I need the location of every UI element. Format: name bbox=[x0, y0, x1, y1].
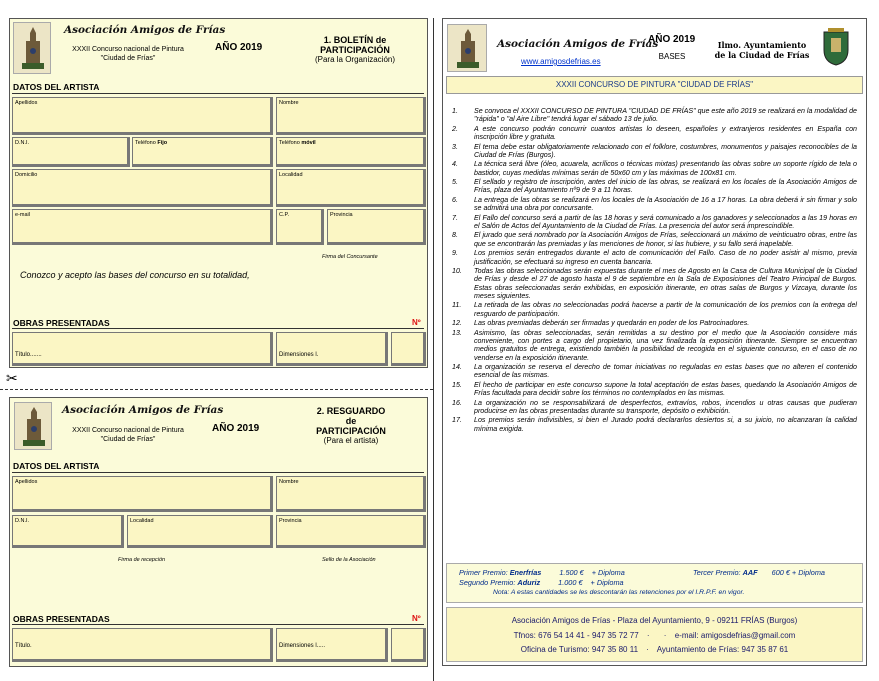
section-artist-data: DATOS DEL ARTISTA bbox=[13, 82, 100, 92]
bases-item-number: 2. bbox=[452, 124, 458, 133]
association-logo-2 bbox=[14, 402, 52, 450]
contest-name: "Ciudad de Frías" bbox=[100, 55, 156, 62]
number-label-2: Nº bbox=[412, 614, 421, 623]
firma-concursante-label: Firma del Concursante bbox=[322, 254, 378, 260]
titulo-label: Título....... bbox=[15, 352, 42, 358]
bases-item-text: La organización se reserva el derecho de tomar iniciativas no reguladas en estas bases que no alteren el contenido esencial de las mismas. bbox=[474, 363, 857, 380]
castle-crest-icon bbox=[15, 403, 52, 450]
bases-item-number: 7. bbox=[452, 213, 458, 222]
second-prize bbox=[459, 578, 624, 587]
footer-turismo: Oficina de Turismo: 947 35 80 11 bbox=[520, 645, 639, 654]
bases-item bbox=[452, 329, 857, 362]
bases-item-text: La retirada de las obras no seleccionadas podrá hacerse a partir de la comunicación de los premios con la entrega del resguardo de participación. bbox=[474, 301, 857, 318]
association-name-2: Asociación Amigos de Frías bbox=[62, 404, 224, 416]
bases-item bbox=[452, 178, 857, 195]
cp-field[interactable] bbox=[276, 209, 324, 245]
section-underline-2 bbox=[12, 472, 424, 473]
bases-item bbox=[452, 381, 857, 398]
provincia-label-2: Provincia bbox=[279, 518, 302, 524]
apellidos-field[interactable] bbox=[12, 97, 273, 135]
bases-item-text: El tema debe estar obligatoriamente relacionado con el folklore, costumbres, monumentos y paisajes reconocibles de la Ciudad de Frías (Burgos). bbox=[474, 142, 857, 159]
bases-item-text: Asimismo, las obras seleccionadas, serán remitidas a su destino por el medio que la Asociación considere más conveniente, con portes a cargo del propietario, una vez finalizada la exposición itinerante. Siempre se encuentran medios gratuitos de entrega, existiendo también la posibilidad de recogida en el siguiente concurso, en el caso de no venderse en la exposición itinerante. bbox=[474, 328, 857, 362]
boletin-title-line2: PARTICIPACIÓN bbox=[320, 45, 390, 55]
titulo-field[interactable] bbox=[12, 332, 273, 366]
bases-item-number: 3. bbox=[452, 142, 458, 151]
association-name: Asociación Amigos de Frías bbox=[64, 24, 226, 36]
dimensiones-label: Dimensiones l. bbox=[279, 352, 319, 358]
bases-item bbox=[452, 107, 857, 124]
bases-item-number: 15. bbox=[452, 380, 462, 389]
bases-item-number: 11. bbox=[452, 301, 462, 310]
bases-item bbox=[452, 301, 857, 318]
provincia-field-2[interactable] bbox=[276, 515, 426, 548]
titulo-label-2: Título. bbox=[15, 643, 32, 649]
association-logo bbox=[13, 22, 51, 74]
dni-field[interactable] bbox=[12, 137, 130, 167]
bases-item-text: Las obras premiadas deberán ser firmadas y quedarán en poder de los Patrocinadores. bbox=[474, 319, 750, 328]
telefono-fijo-field[interactable] bbox=[132, 137, 273, 167]
bases-item bbox=[452, 160, 857, 177]
first-prize-sponsor: Enerfrías bbox=[509, 568, 542, 577]
resguardo-title-line1: 2. RESGUARDO bbox=[316, 406, 386, 416]
boletin-title-sub: (Para la Organización) bbox=[314, 55, 396, 64]
ayuntamiento-title bbox=[712, 40, 812, 60]
bases-year-label: AÑO 2019 bbox=[648, 34, 696, 45]
castle-crest-icon bbox=[448, 25, 487, 72]
boletin-title-line1: 1. BOLETÍN de bbox=[323, 35, 387, 45]
bases-item-number: 16. bbox=[452, 398, 462, 407]
localidad-label-2: Localidad bbox=[130, 518, 154, 524]
bases-item-text: La técnica será libre (óleo, acuarela, acrílicos o técnicas mixtas) presentando las obras sobre un soporte rígido de tela o bastidor, cuyas medidas mínimas serán de 50x60 cm y las máximas de 100x81 cm. bbox=[474, 160, 857, 177]
bases-item-number: 14. bbox=[452, 363, 462, 372]
titulo-field-2[interactable] bbox=[12, 628, 273, 662]
contest-title-2: XXXII Concurso nacional de Pintura bbox=[72, 427, 184, 434]
bases-item-number: 1. bbox=[452, 107, 458, 115]
section-obras: OBRAS PRESENTADAS bbox=[13, 318, 110, 328]
divider-line bbox=[433, 18, 434, 681]
localidad-field-2[interactable] bbox=[127, 515, 273, 548]
city-shield-icon bbox=[822, 28, 850, 66]
bases-association-name: Asociación Amigos de Frías bbox=[497, 38, 659, 50]
footer-email[interactable]: e-mail: amigosdefrias@gmail.com bbox=[674, 631, 796, 640]
firma-recepcion-label: Firma de recepción bbox=[118, 557, 166, 563]
second-prize-extra: + Diploma bbox=[590, 578, 624, 587]
footer-contact bbox=[446, 631, 863, 640]
bases-item bbox=[452, 214, 857, 231]
obras-underline bbox=[12, 328, 424, 329]
ayuntamiento-line1: Ilmo. Ayuntamiento bbox=[717, 40, 807, 50]
bases-item-number: 6. bbox=[452, 195, 458, 204]
bases-item-number: 8. bbox=[452, 231, 458, 240]
bases-item bbox=[452, 143, 857, 160]
acepto-text: Conozco y acepto las bases del concurso en su totalidad, bbox=[20, 270, 250, 280]
second-prize-sponsor: Aduriz bbox=[517, 578, 541, 587]
resguardo-title-sub: (Para el artista) bbox=[323, 436, 379, 445]
telefono-fijo-label bbox=[135, 140, 167, 146]
bases-item bbox=[452, 267, 857, 300]
footer-phones: Tfnos: 676 54 14 41 - 947 35 72 77 bbox=[513, 631, 639, 640]
section-obras-2: OBRAS PRESENTADAS bbox=[13, 614, 110, 624]
bases-item-number: 9. bbox=[452, 249, 458, 258]
bases-item-text: La organización no se responsabilizará de desperfectos, extravíos, robos, incendios u otras causas que pudieran producirse en las obras presentadas durante su transporte, depósito o exhibición. bbox=[474, 398, 857, 415]
third-prize bbox=[693, 568, 825, 577]
second-prize-label: Segundo Premio: bbox=[459, 578, 518, 587]
number-label: Nº bbox=[412, 318, 421, 327]
third-prize-sponsor: AAF bbox=[742, 568, 758, 577]
website-link[interactable]: www.amigosdefrias.es bbox=[521, 57, 601, 66]
third-prize-amount: 600 € + Diploma bbox=[771, 568, 825, 577]
bases-banner-text: XXXII CONCURSO DE PINTURA "CIUDAD DE FRÍAS" bbox=[555, 80, 754, 89]
telefono-fijo-label-b: Fijo bbox=[157, 140, 168, 146]
bases-item-number: 13. bbox=[452, 328, 462, 337]
bases-item bbox=[452, 416, 857, 433]
telefono-movil-label-a: Teléfono bbox=[279, 140, 302, 146]
footer-dot-1: · bbox=[646, 631, 650, 640]
telefono-movil-field[interactable] bbox=[276, 137, 426, 167]
footer-ayuntamiento: Ayuntamiento de Frías: 947 35 87 61 bbox=[656, 645, 789, 654]
year-label: AÑO 2019 bbox=[215, 42, 263, 53]
prizes-note: Nota: A estas cantidades se les descontarán las retenciones por el I.R.P.F. en vigor. bbox=[493, 589, 745, 596]
bases-item-text: Los premios serán entregados durante el acto de comunicación del Fallo. Caso de no poder asistir al mismo, previa justificación, se efectuará su ingreso en cuenta bancaria. bbox=[474, 249, 857, 266]
apellidos-label-2: Apellidos bbox=[15, 479, 38, 485]
first-prize-label: Primer Premio: bbox=[459, 568, 510, 577]
bases-item bbox=[452, 363, 857, 380]
section-underline bbox=[12, 93, 424, 94]
bases-item bbox=[452, 399, 857, 416]
sello-label: Sello de la Asociación bbox=[322, 557, 376, 563]
bases-item bbox=[452, 249, 857, 266]
castle-crest-icon bbox=[14, 23, 51, 74]
footer-offices bbox=[446, 645, 863, 654]
bases-item-number: 12. bbox=[452, 319, 462, 328]
numero-field[interactable] bbox=[391, 332, 426, 366]
email-label: e-mail bbox=[15, 212, 30, 218]
dni-label-2: D.N.I. bbox=[15, 518, 30, 524]
nombre-field[interactable] bbox=[276, 97, 426, 135]
first-prize bbox=[459, 568, 625, 577]
section-artist-data-2: DATOS DEL ARTISTA bbox=[13, 461, 100, 471]
bases-item-text: A este concurso podrán concurrir cuantos artistas lo deseen, españoles y extranjeros residentes en España con inscripción libre y gratuita. bbox=[474, 124, 857, 142]
bases-item bbox=[452, 231, 857, 248]
resguardo-title-line2: de bbox=[345, 416, 357, 426]
bases-item-number: 4. bbox=[452, 160, 458, 169]
domicilio-label: Domicilio bbox=[15, 172, 38, 178]
second-prize-amount: 1.000 € bbox=[558, 578, 583, 587]
first-prize-extra: + Diploma bbox=[591, 568, 625, 577]
nombre-label: Nombre bbox=[279, 100, 299, 106]
ayuntamiento-line2: de la Ciudad de Frías bbox=[714, 50, 810, 60]
scissors-icon: ✂ bbox=[6, 370, 18, 386]
bases-banner bbox=[446, 76, 863, 94]
third-prize-label: Tercer Premio: bbox=[693, 568, 743, 577]
cut-line bbox=[0, 389, 433, 390]
contest-name-2: "Ciudad de Frías" bbox=[100, 436, 156, 443]
bases-item-number: 5. bbox=[452, 178, 458, 187]
domicilio-field[interactable] bbox=[12, 169, 273, 207]
localidad-label: Localidad bbox=[279, 172, 303, 178]
boletin-title bbox=[300, 35, 410, 65]
dni-label: D.N.I. bbox=[15, 140, 30, 146]
provincia-field[interactable] bbox=[327, 209, 426, 245]
dimensiones-field-2[interactable] bbox=[276, 628, 388, 662]
apellidos-field-2[interactable] bbox=[12, 476, 273, 512]
resguardo-title-line3: PARTICIPACIÓN bbox=[316, 426, 386, 436]
bases-item-text: Los premios serán indivisibles, si bien el Jurado podrá declararlos desiertos si, a su juicio, no alcanzaran la calidad mínima exigida. bbox=[474, 416, 857, 433]
bases-item-text: El sellado y registro de inscripción, antes del inicio de las obras, se realizará en los locales de la Asociación Amigos de Frías, plaza del Ayuntamiento nº9 de 9 a 11 horas. bbox=[474, 178, 857, 195]
obras-underline-2 bbox=[12, 624, 424, 625]
telefono-movil-label bbox=[279, 140, 316, 146]
dni-field-2[interactable] bbox=[12, 515, 124, 548]
first-prize-amount: 1.500 € bbox=[559, 568, 584, 577]
email-field[interactable] bbox=[12, 209, 273, 245]
apellidos-label: Apellidos bbox=[15, 100, 38, 106]
footer-dot-2: · bbox=[663, 631, 667, 640]
bases-item-number: 10. bbox=[452, 267, 462, 276]
bases-association-logo bbox=[447, 24, 487, 72]
footer-address: Asociación Amigos de Frías - Plaza del Ayuntamiento, 9 - 09211 FRÍAS (Burgos) bbox=[511, 616, 798, 625]
provincia-label: Provincia bbox=[330, 212, 353, 218]
telefono-fijo-label-a: Teléfono bbox=[135, 140, 158, 146]
year-label-2: AÑO 2019 bbox=[212, 423, 260, 434]
ayuntamiento-shield bbox=[822, 28, 850, 66]
bases-item-text: La entrega de las obras se realizará en los locales de la Asociación de 16 a 17 horas. La obra deberá ir sin firmar y solo se admitirá una obra por concursante. bbox=[474, 195, 857, 213]
bases-item bbox=[452, 196, 857, 213]
bases-item bbox=[452, 125, 857, 142]
nombre-field-2[interactable] bbox=[276, 476, 426, 512]
dimensiones-field[interactable] bbox=[276, 332, 388, 366]
dimensiones-label-2: Dimensiones l..... bbox=[279, 643, 326, 649]
bases-list bbox=[452, 107, 857, 434]
bases-item-text: El hecho de participar en este concurso supone la total aceptación de estas bases, quedando la Asociación Amigos de Frías facultada para decidir sobre los términos no contemplados en las mismas. bbox=[474, 380, 857, 398]
contest-title: XXXII Concurso nacional de Pintura bbox=[72, 46, 184, 53]
bases-item-number: 17. bbox=[452, 416, 462, 425]
footer-dot-3: · bbox=[646, 645, 649, 654]
bases-item bbox=[452, 319, 857, 327]
bases-label: BASES bbox=[658, 52, 686, 61]
numero-field-2[interactable] bbox=[391, 628, 426, 662]
cp-label: C.P. bbox=[279, 212, 289, 218]
resguardo-title bbox=[296, 406, 406, 446]
nombre-label-2: Nombre bbox=[279, 479, 299, 485]
localidad-field[interactable] bbox=[276, 169, 426, 207]
bases-item-text: El Fallo del concurso será a partir de las 18 horas y será comunicado a los ganadores y seleccionados a las 19 horas en el Salón de Actos del Ayuntamiento de la Ciudad de Frías. La presencia del autor será imprescindible. bbox=[474, 213, 857, 230]
bases-item-text: Se convoca el XXXII CONCURSO DE PINTURA "CIUDAD DE FRÍAS" que este año 2019 se realizará en la modalidad de "rápida" o "al Aire Libre" tendrá lugar el sábado 13 de julio. bbox=[474, 107, 857, 124]
telefono-movil-label-b: móvil bbox=[301, 140, 316, 146]
bases-item-text: Todas las obras seleccionadas serán expuestas durante el mes de Agosto en la Casa de Cultura Municipal de la Ciudad de Frías y desde el 27 de agosto hasta el 9 de septiembre en la Sala de Exposiciones del Teatro Principal de Burgos. Estas obras seleccionadas serán exhibidas, en exposición itinerante, en otras salas de Burgos y Vizcaya, durante los meses siguientes. bbox=[474, 267, 857, 300]
bases-item-text: El jurado que será nombrado por la Asociación Amigos de Frías, seleccionará un máximo de veinticuatro obras, entre las que se encontrarán las premiadas y las menciones de honor, si las hubiere, y su fallo será inapelable. bbox=[474, 231, 857, 248]
